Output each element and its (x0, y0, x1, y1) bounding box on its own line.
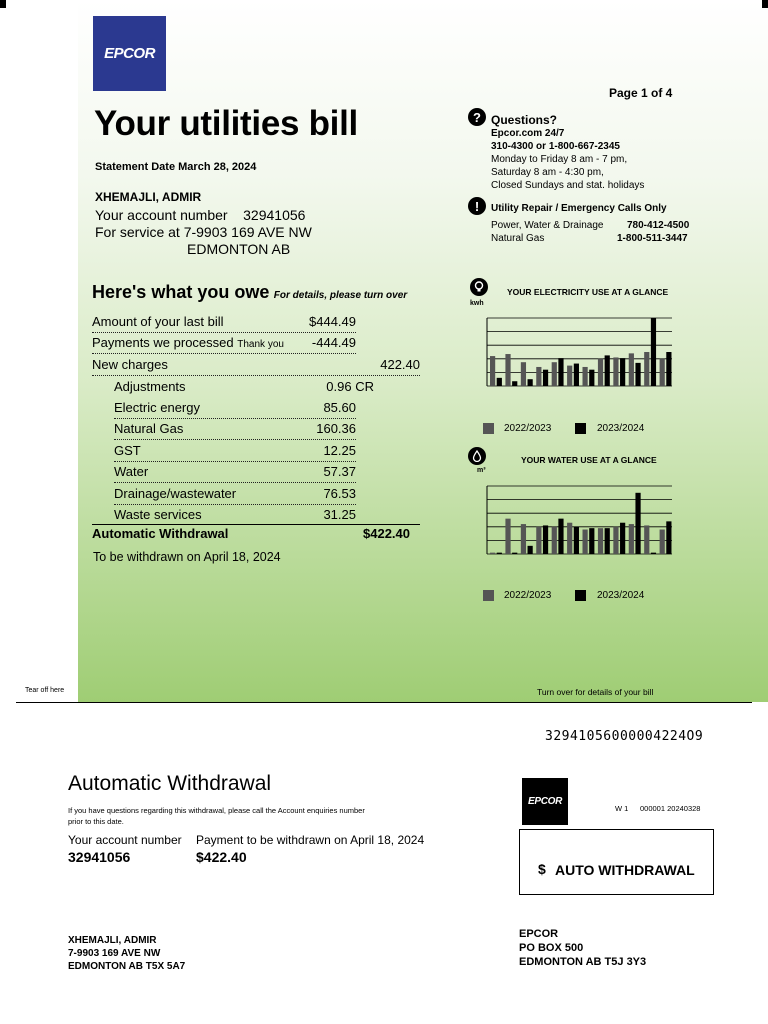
stub-ref-w: W 1 (615, 804, 629, 813)
bar-curr (651, 553, 656, 554)
bar-prev (505, 519, 510, 554)
stub-ref-code: 000001 20240328 (640, 804, 701, 813)
bar-curr (574, 364, 579, 386)
epcor-mailing-address (519, 927, 646, 969)
charge-item-label: GST (114, 443, 141, 458)
bar-curr (497, 378, 502, 386)
bar-prev (613, 357, 618, 386)
water-chart (480, 478, 680, 560)
bar-prev (536, 527, 541, 554)
emergency-line-2-label: Natural Gas (491, 233, 545, 244)
bar-prev (583, 530, 588, 554)
account-line (95, 207, 305, 223)
charge-item (114, 483, 356, 505)
charge-item-value: 31.25 (323, 507, 356, 522)
charge-item-value: 160.36 (316, 421, 356, 436)
bar-prev (567, 366, 572, 386)
dollar-sign: $ (538, 861, 546, 877)
bar-prev (490, 356, 495, 386)
address-line: 7-9903 169 AVE NW (68, 948, 161, 959)
bar-prev (644, 352, 649, 386)
electricity-chart (480, 310, 680, 392)
bar-curr (651, 318, 656, 386)
charge-item-value: 57.37 (323, 464, 356, 479)
lightbulb-icon (470, 278, 488, 296)
account-label: Your account number (95, 207, 228, 223)
charge-item-label: Water (114, 464, 149, 479)
charge-item (114, 397, 356, 419)
questions-hours-2: Saturday 8 am - 4:30 pm, (491, 167, 604, 178)
statement-date: Statement Date March 28, 2024 (95, 161, 257, 173)
bar-prev (598, 528, 603, 554)
charge-item-label: Electric energy (114, 400, 200, 415)
legend-swatch-curr (575, 590, 586, 601)
bar-curr (497, 553, 502, 554)
charge-item-value: 0.96 CR (326, 379, 374, 394)
stub-pay-value: $422.40 (196, 849, 247, 865)
bar-curr (512, 381, 517, 386)
bar-curr (574, 527, 579, 554)
stub-logo-text: EPCOR (527, 796, 563, 807)
bar-curr (528, 379, 533, 386)
turn-over-note: Turn over for details of your bill (537, 687, 654, 697)
withdraw-note: To be withdrawn on April 18, 2024 (93, 550, 281, 564)
charge-item-label: Natural Gas (114, 421, 184, 436)
bar-curr (528, 546, 533, 554)
auto-withdrawal-box (519, 829, 714, 895)
address-line: EPCOR (519, 928, 559, 940)
charge-item-value: 85.60 (323, 400, 356, 415)
bar-prev (598, 359, 603, 386)
bill-title: Your utilities bill (94, 104, 358, 143)
charge-item-value: 76.53 (323, 486, 356, 501)
owe-heading: Here's what you owe (92, 282, 270, 302)
customer-mailing-address (68, 934, 185, 973)
charge-item-label: Waste services (114, 507, 202, 522)
stub-account-value: 32941056 (68, 849, 131, 865)
emergency-line-2-phone: 1-800-511-3447 (617, 233, 688, 244)
alert-icon: ! (468, 197, 486, 215)
bar-curr (543, 370, 548, 386)
payments-row (92, 332, 356, 354)
charge-item-value: 12.25 (323, 443, 356, 458)
account-number: 32941056 (243, 207, 306, 223)
bar-prev (521, 362, 526, 386)
epcor-logo (93, 16, 166, 91)
total-label: Automatic Withdrawal (92, 526, 229, 541)
new-charges-label: New charges (92, 357, 168, 372)
bar-prev (505, 354, 510, 386)
questions-contact (491, 127, 644, 192)
owe-details-note: For details, please turn over (273, 290, 408, 301)
charge-item (114, 376, 374, 397)
stub-pay-label: Payment to be withdrawn on April 18, 2024 (196, 833, 425, 847)
bar-curr (589, 528, 594, 554)
bar-curr (543, 525, 548, 554)
bar-curr (666, 521, 671, 554)
bar-prev (660, 359, 665, 386)
bar-prev (552, 527, 557, 554)
stub-epcor-logo (522, 778, 568, 825)
questions-hours-1: Monday to Friday 8 am - 7 pm, (491, 154, 628, 165)
page-indicator: Page 1 of 4 (609, 86, 673, 100)
corner-mark-left (0, 0, 6, 8)
new-charges-value: 422.40 (380, 357, 420, 372)
water-drop-icon (468, 447, 486, 465)
water-chart-title: YOUR WATER USE AT A GLANCE (521, 455, 657, 465)
charge-item (114, 461, 356, 483)
lightbulb-glyph (474, 281, 484, 293)
new-charges-row (92, 354, 420, 376)
bar-curr (635, 493, 640, 554)
charge-item (114, 418, 356, 440)
address-line: XHEMAJLI, ADMIR (68, 935, 157, 946)
stub-note-line-1: If you have questions regarding this withdrawal, please call the Account enquiries number (68, 806, 365, 815)
bar-curr (558, 358, 563, 386)
legend-label-curr: 2023/2024 (597, 423, 645, 434)
emergency-line-1-label: Power, Water & Drainage (491, 220, 604, 231)
bar-prev (629, 524, 634, 554)
total-value: $422.40 (363, 526, 410, 541)
last-bill-row (92, 311, 356, 333)
bar-prev (660, 530, 665, 554)
legend-swatch-prev (483, 423, 494, 434)
bar-prev (613, 527, 618, 554)
bar-prev (629, 353, 634, 386)
electricity-unit: kwh (470, 300, 484, 307)
stub-note (68, 805, 365, 827)
legend-label-curr: 2023/2024 (597, 590, 645, 601)
bar-curr (620, 358, 625, 386)
address-line: EDMONTON AB T5X 5A7 (68, 961, 186, 972)
legend-label-prev: 2022/2023 (504, 590, 552, 601)
charge-item-label: Adjustments (114, 379, 186, 394)
legend-swatch-prev (483, 590, 494, 601)
service-city: EDMONTON AB (187, 241, 291, 257)
stub-title: Automatic Withdrawal (68, 772, 272, 795)
water-drop-glyph (472, 450, 482, 462)
bar-curr (558, 519, 563, 554)
address-line: EDMONTON AB T5J 3Y3 (519, 956, 647, 968)
stub-note-line-2: prior to this date. (68, 817, 124, 826)
stub-account-label: Your account number (68, 833, 182, 847)
questions-web: Epcor.com 24/7 (491, 128, 565, 139)
service-address: For service at 7-9903 169 AVE NW (95, 224, 312, 240)
questions-heading: Questions? (491, 113, 558, 127)
payments-label-wrap (92, 335, 284, 350)
logo-text: EPCOR (104, 45, 155, 62)
questions-phones: 310-4300 or 1-800-667-2345 (491, 141, 620, 152)
owe-heading-line (92, 282, 407, 303)
bar-prev (490, 553, 495, 554)
bar-prev (567, 523, 572, 554)
last-bill-label: Amount of your last bill (92, 314, 224, 329)
bar-curr (666, 352, 671, 386)
payments-label: Payments we processed (92, 335, 234, 350)
emergency-heading: Utility Repair / Emergency Calls Only (491, 203, 667, 214)
charge-item (114, 440, 356, 462)
auto-withdrawal-label: AUTO WITHDRAWAL (555, 862, 695, 878)
bar-curr (512, 553, 517, 554)
bar-curr (620, 523, 625, 554)
bar-curr (635, 363, 640, 386)
bar-prev (536, 367, 541, 386)
bar-curr (589, 370, 594, 386)
bar-curr (605, 528, 610, 554)
legend-label-prev: 2022/2023 (504, 423, 552, 434)
water-unit: m³ (477, 467, 486, 474)
tear-off-label: Tear off here (25, 687, 65, 694)
bar-prev (552, 362, 557, 386)
last-bill-value: $444.49 (309, 314, 356, 329)
customer-name: XHEMAJLI, ADMIR (95, 190, 202, 204)
emergency-line-1-phone: 780-412-4500 (627, 220, 690, 231)
payments-value: -444.49 (311, 335, 356, 350)
bar-prev (521, 524, 526, 554)
address-line: PO BOX 500 (519, 942, 584, 954)
scanline: 32941056000004224O9 (545, 729, 704, 744)
electricity-chart-title: YOUR ELECTRICITY USE AT A GLANCE (507, 287, 669, 297)
bar-curr (605, 355, 610, 386)
total-divider (92, 524, 420, 525)
charge-item-label: Drainage/wastewater (114, 486, 237, 501)
bar-prev (583, 367, 588, 386)
legend-swatch-curr (575, 423, 586, 434)
payments-thanks: Thank you (237, 339, 284, 350)
question-icon: ? (468, 108, 486, 126)
corner-mark-right (762, 0, 768, 8)
questions-hours-3: Closed Sundays and stat. holidays (491, 180, 645, 191)
tear-line (16, 702, 752, 703)
bar-prev (644, 525, 649, 554)
charge-item (114, 504, 356, 525)
